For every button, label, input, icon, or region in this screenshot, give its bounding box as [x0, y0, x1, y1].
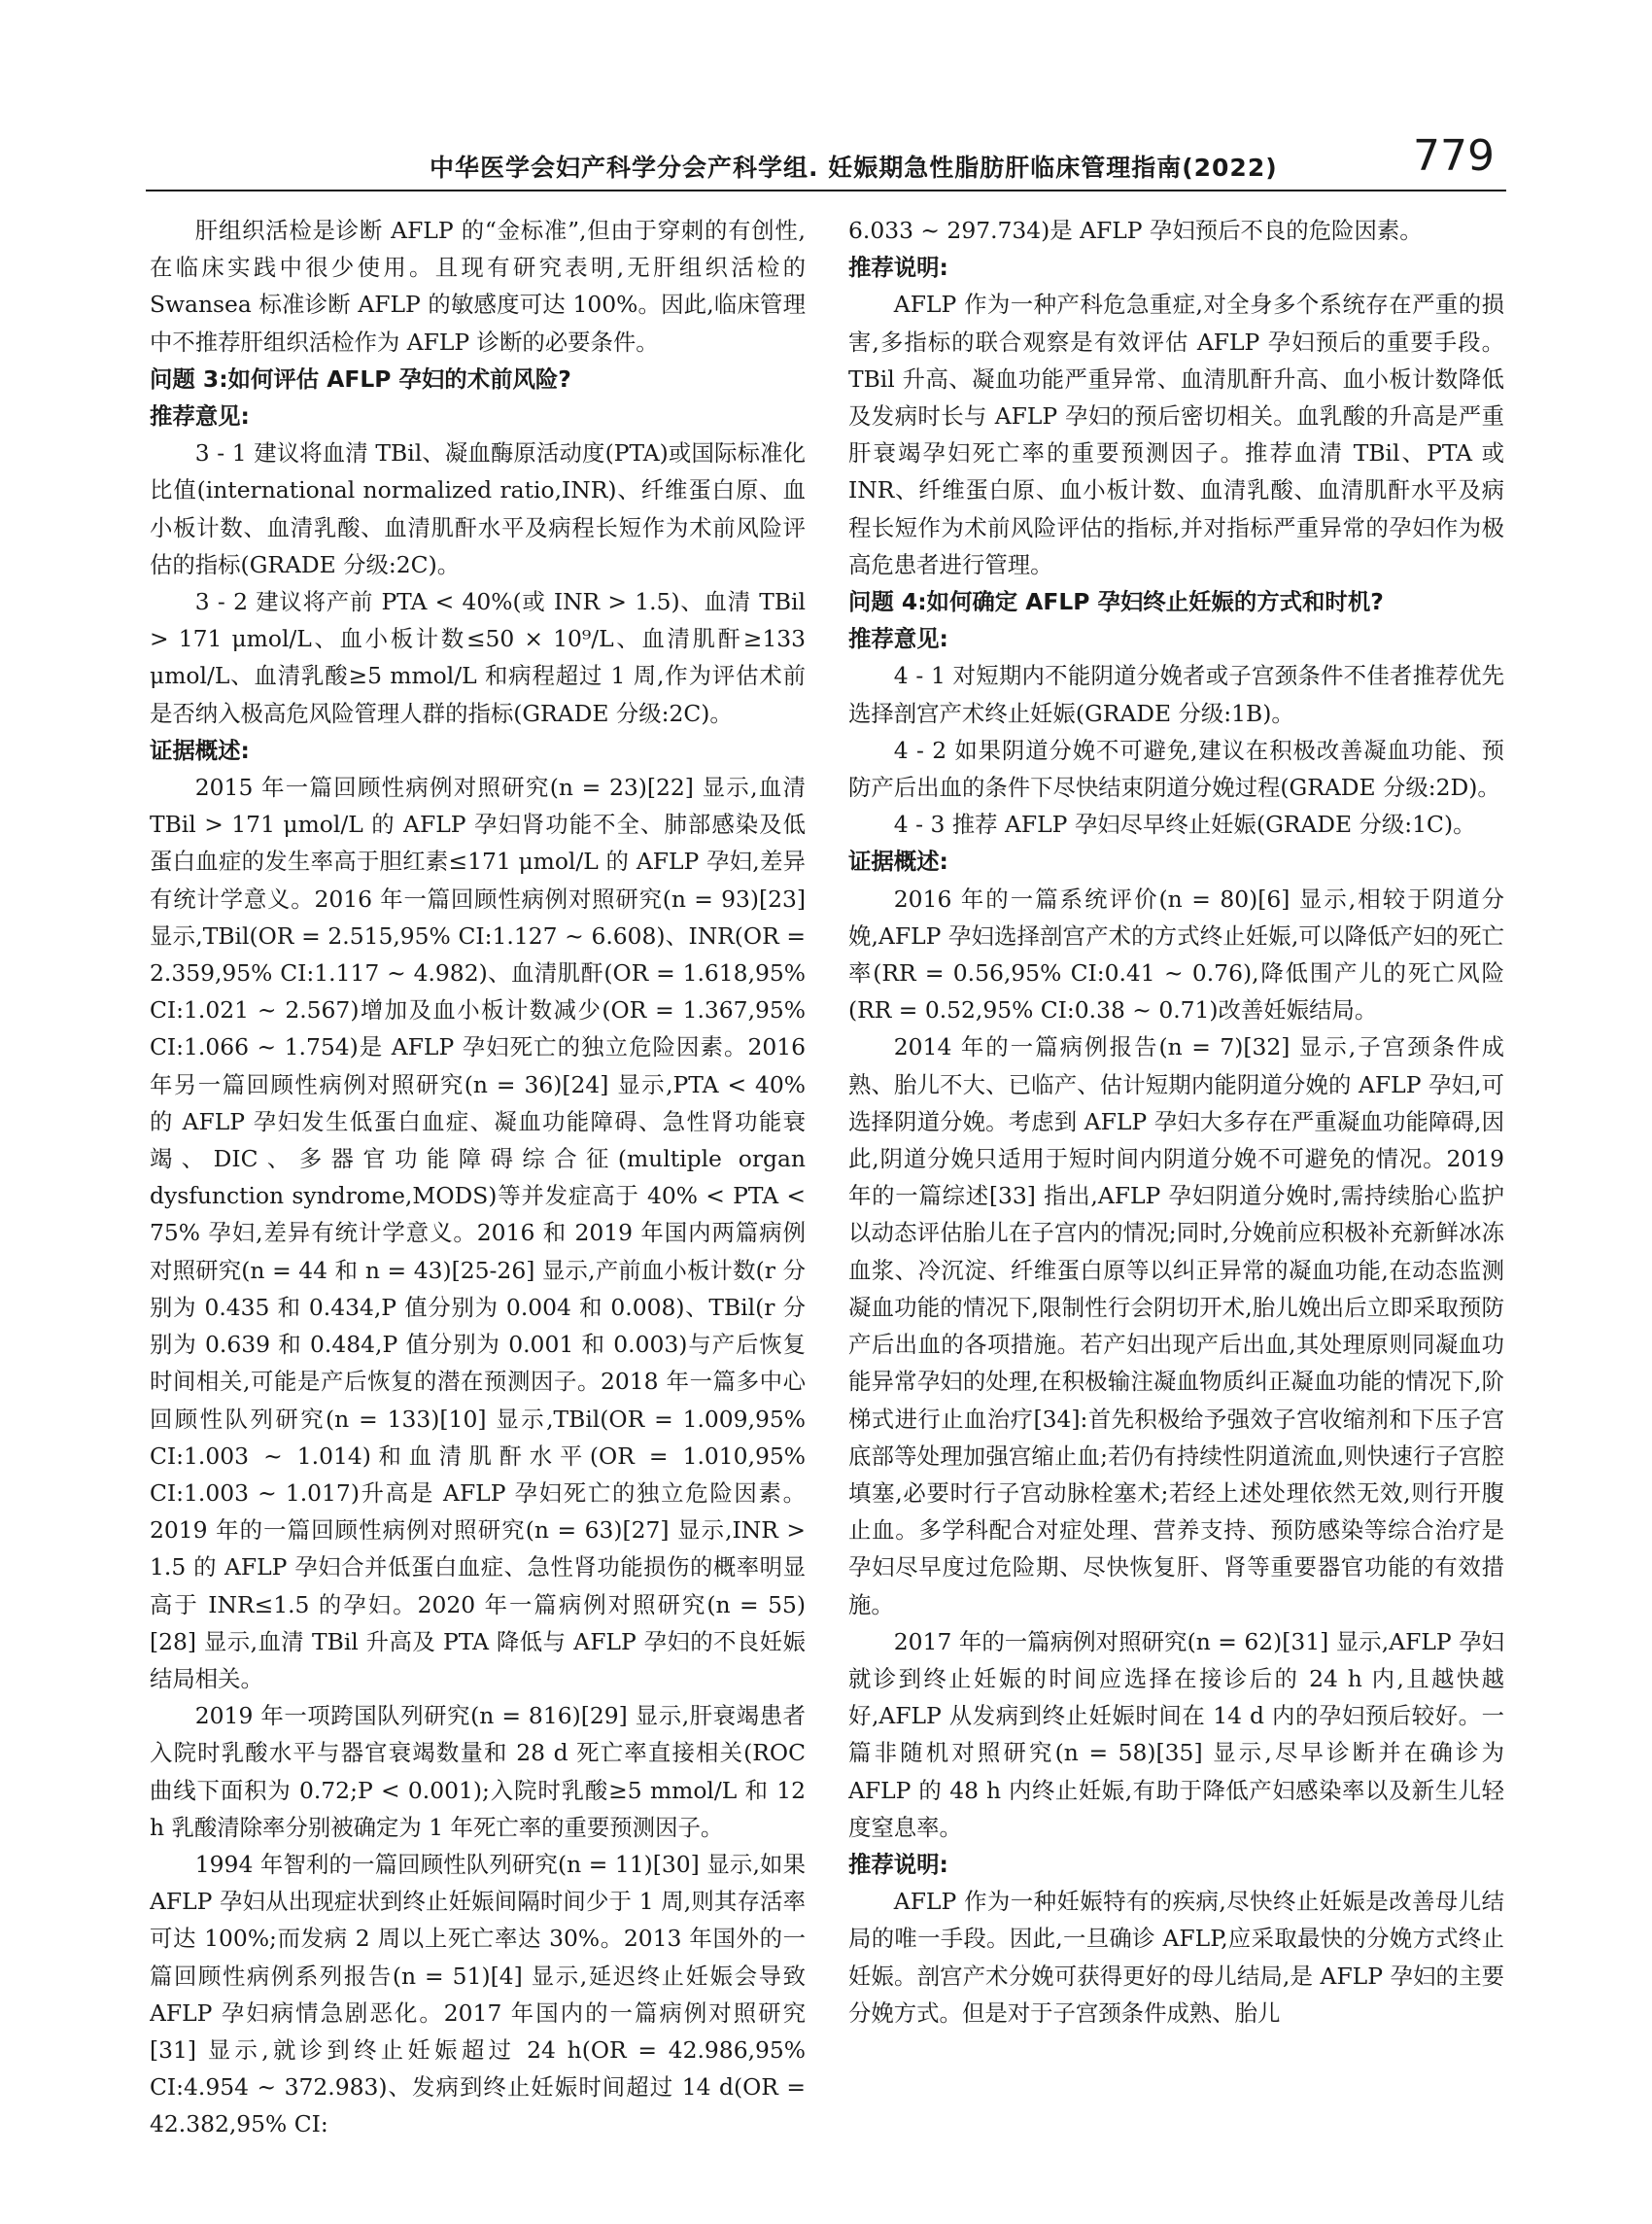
explanation-paragraph-2: AFLP 作为一种妊娠特有的疾病,尽快终止妊娠是改善母儿结局的唯一手段。因此,一旦确诊 AFLP,应采取最快的分娩方式终止妊娠。剖宫产术分娩可获得更好的母儿结局,是 AFLP 孕妇的主要分娩方式。但是对于子宫颈条件成熟、胎儿	[848, 1888, 1504, 2027]
page-number: 779	[1413, 131, 1495, 181]
recommendation-3-2: 3 - 2 建议将产前 PTA < 40%(或 INR > 1.5)、血清 TBil > 171 μmol/L、血小板计数≤50 × 10⁹/L、血清肌酐≥133 μmol/L、血清乳酸≥5 mmol/L 和病程超过 1 周,作为评估术前是否纳入极高危风险管理人群的指标(GRADE 分级:2C)。	[150, 588, 806, 727]
evidence-paragraph-3: 2017 年的一篇病例对照研究(n = 62)[31] 显示,AFLP 孕妇就诊到终止妊娠的时间应选择在接诊后的 24 h 内,且越快越好,AFLP 从发病到终止妊娠时间在 14 d 内的孕妇预后较好。一篇非随机对照研究(n = 58)[35] 显示,尽早诊断并在确诊为 AFLP 的 48 h 内终止妊娠,有助于降低产妇感染率以及新生儿轻度窒息率。	[848, 1627, 1504, 1841]
evidence-paragraph-2: 2019 年一项跨国队列研究(n = 816)[29] 显示,肝衰竭患者入院时乳酸水平与器官衰竭数量和 28 d 死亡率直接相关(ROC 曲线下面积为 0.72;P < 0.001);入院时乳酸≥5 mmol/L 和 12 h 乳酸清除率分别被确定为 1 年死亡率的重要预测因子。	[150, 1702, 806, 1841]
question-4-heading: 问题 4:如何确定 AFLP 孕妇终止妊娠的方式和时机?	[848, 588, 1384, 616]
evidence-paragraph-2: 2014 年的一篇病例报告(n = 7)[32] 显示,子宫颈条件成熟、胎儿不大、已临产、估计短期内能阴道分娩的 AFLP 孕妇,可选择阴道分娩。考虑到 AFLP 孕妇大多存在严重凝血功能障碍,因此,阴道分娩只适用于短时间内阴道分娩不可避免的情况。2019 年的一篇综述[33] 指出,AFLP 孕妇阴道分娩时,需持续胎心监护以动态评估胎儿在子宫内的情况;同时,分娩前应积极补充新鲜冰冻血浆、冷沉淀、纤维蛋白原等以纠正异常的凝血功能,在动态监测凝血功能的情况下,限制性行会阴切开术,胎儿娩出后立即采取预防产后出血的各项措施。若产妇出现产后出血,其处理原则同凝血功能异常孕妇的处理,在积极输注凝血物质纠正凝血功能的情况下,阶梯式进行止血治疗[34]:首先积极给予强效子宫收缩剂和下压子宫底部等处理加强宫缩止血;若仍有持续性阴道流血,则快速行子宫腔填塞,必要时行子宫动脉栓塞术;若经上述处理依然无效,则行开腹止血。多学科配合对症处理、营养支持、预防感染等综合治疗是孕妇尽早度过危险期、尽快恢复肝、肾等重要器官功能的有效措施。	[848, 1033, 1504, 1618]
running-title: 中华医学会妇产科学分会产科学组. 妊娠期急性脂肪肝临床管理指南(2022)	[430, 154, 1278, 182]
evidence-paragraph-3: 1994 年智利的一篇回顾性队列研究(n = 11)[30] 显示,如果 AFLP 孕妇从出现症状到终止妊娠间隔时间少于 1 周,则其存活率可达 100%;而发病 2 周以上死亡率达 30%。2013 年国外的一篇回顾性病例系列报告(n = 51)[4] 显示,延迟终止妊娠会导致 AFLP 孕妇病情急剧恶化。2017 年国内的一篇病例对照研究[31] 显示,就诊到终止妊娠超过 24 h(OR = 42.986,95% CI:4.954 ~ 372.983)、发病到终止妊娠时间超过 14 d(OR = 42.382,95% CI:	[150, 1850, 806, 2138]
running-header	[146, 131, 1506, 184]
evidence-paragraph-1: 2015 年一篇回顾性病例对照研究(n = 23)[22] 显示,血清 TBil > 171 μmol/L 的 AFLP 孕妇肾功能不全、肺部感染及低蛋白血症的发生率高于胆红素≤171 μmol/L 的 AFLP 孕妇,差异有统计学意义。2016 年一篇回顾性病例对照研究(n = 93)[23] 显示,TBil(OR = 2.515,95% CI:1.127 ~ 6.608)、INR(OR = 2.359,95% CI:1.117 ~ 4.982)、血清肌酐(OR = 1.618,95% CI:1.021 ~ 2.567)增加及血小板计数减少(OR = 1.367,95% CI:1.066 ~ 1.754)是 AFLP 孕妇死亡的独立危险因素。2016 年另一篇回顾性病例对照研究(n = 36)[24] 显示,PTA < 40% 的 AFLP 孕妇发生低蛋白血症、凝血功能障碍、急性肾功能衰竭、DIC、多器官功能障碍综合征(multiple organ dysfunction syndrome,MODS)等并发症高于 40% < PTA < 75% 孕妇,差异有统计学意义。2016 和 2019 年国内两篇病例对照研究(n = 44 和 n = 43)[25-26] 显示,产前血小板计数(r 分别为 0.435 和 0.434,P 值分别为 0.004 和 0.008)、TBil(r 分别为 0.639 和 0.484,P 值分别为 0.001 和 0.003)与产后恢复时间相关,可能是产后恢复的潜在预测因子。2018 年一篇多中心回顾性队列研究(n = 133)[10] 显示,TBil(OR = 1.009,95% CI:1.003 ~ 1.014)和血清肌酐水平(OR = 1.010,95% CI:1.003 ~ 1.017)升高是 AFLP 孕妇死亡的独立危险因素。2019 年的一篇回顾性病例对照研究(n = 63)[27] 显示,INR > 1.5 的 AFLP 孕妇合并低蛋白血症、急性肾功能损伤的概率明显高于 INR≤1.5 的孕妇。2020 年一篇病例对照研究(n = 55)[28] 显示,血清 TBil 升高及 PTA 降低与 AFLP 孕妇的不良妊娠结局相关。	[150, 774, 806, 1692]
recommendation-4-1: 4 - 1 对短期内不能阴道分娩者或子宫颈条件不佳者推荐优先选择剖宫产术终止妊娠(GRADE 分级:1B)。	[848, 662, 1504, 727]
left-column	[150, 212, 806, 2166]
evidence-paragraph-1: 2016 年的一篇系统评价(n = 80)[6] 显示,相较于阴道分娩,AFLP 孕妇选择剖宫产术的方式终止妊娠,可以降低产妇的死亡率(RR = 0.56,95% CI:0.41 ~ 0.76),降低围产儿的死亡风险(RR = 0.52,95% CI:0.38 ~ 0.71)改善妊娠结局。	[848, 885, 1504, 1025]
evidence-heading: 证据概述:	[150, 736, 250, 764]
recommendation-4-3: 4 - 3 推荐 AFLP 孕妇尽早终止妊娠(GRADE 分级:1C)。	[893, 811, 1476, 839]
continuation-text: 6.033 ~ 297.734)是 AFLP 孕妇预后不良的危险因素。	[848, 217, 1423, 244]
evidence-heading: 证据概述:	[848, 848, 948, 876]
paragraph-biopsy: 肝组织活检是诊断 AFLP 的“金标准”,但由于穿刺的有创性,在临床实践中很少使用。且现有研究表明,无肝组织活检的 Swansea 标准诊断 AFLP 的敏感度可达 100%。因此,临床管理中不推荐肝组织活检作为 AFLP 诊断的必要条件。	[150, 217, 806, 356]
right-column	[848, 212, 1504, 2166]
explanation-heading: 推荐说明:	[848, 254, 948, 282]
recommendation-3-1: 3 - 1 建议将血清 TBil、凝血酶原活动度(PTA)或国际标准化比值(international normalized ratio,INR)、纤维蛋白原、血小板计数、血清乳酸、血清肌酐水平及病程长短作为术前风险评估的指标(GRADE 分级:2C)。	[150, 439, 806, 578]
question-3-heading: 问题 3:如何评估 AFLP 孕妇的术前风险?	[150, 365, 571, 393]
recommendation-4-2: 4 - 2 如果阴道分娩不可避免,建议在积极改善凝血功能、预防产后出血的条件下尽快结束阴道分娩过程(GRADE 分级:2D)。	[848, 736, 1504, 802]
explanation-paragraph-1: AFLP 作为一种产科危急重症,对全身多个系统存在严重的损害,多指标的联合观察是有效评估 AFLP 孕妇预后的重要手段。TBil 升高、凝血功能严重异常、血清肌酐升高、血小板计数降低及发病时长与 AFLP 孕妇的预后密切相关。血乳酸的升高是严重肝衰竭孕妇死亡率的重要预测因子。推荐血清 TBil、PTA 或 INR、纤维蛋白原、血小板计数、血清乳酸、血清肌酐水平及病程长短作为术前风险评估的指标,并对指标严重异常的孕妇作为极高危患者进行管理。	[848, 291, 1504, 578]
recommendation-heading: 推荐意见:	[150, 402, 250, 431]
header-rule	[146, 190, 1506, 191]
recommendation-heading: 推荐意见:	[848, 625, 948, 653]
explanation-heading: 推荐说明:	[848, 1850, 948, 1878]
